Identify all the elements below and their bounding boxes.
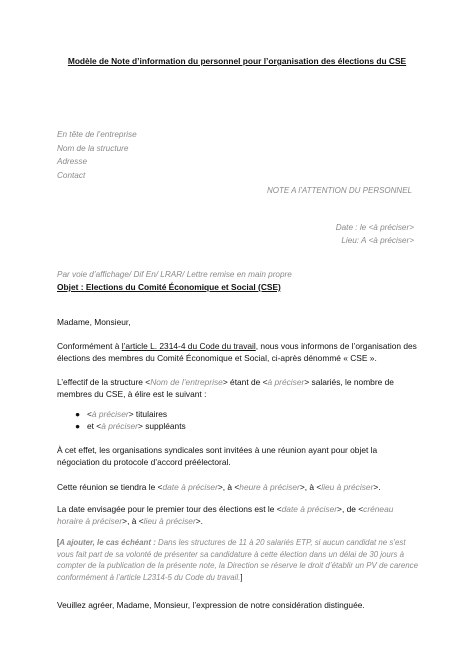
company-header-line: Adresse — [57, 157, 88, 166]
text-run: >. — [195, 516, 203, 527]
law-article-link[interactable]: l’article L. 2314-4 du Code du travail — [121, 341, 256, 351]
place-line: Lieu: A <à préciser> — [341, 235, 414, 245]
text-run: >, à < — [122, 516, 144, 527]
text-run: > titulaires — [128, 409, 168, 419]
members-list — [75, 408, 186, 433]
text-run: >, à < — [299, 482, 322, 492]
paragraph-negotiation: À cet effet, les organisations syndicales sont invitées à une réunion ayant pour objet la négociation du protocole d’accord préélectoral. — [57, 445, 378, 468]
text-run: >, à < — [217, 482, 240, 492]
delivery-mode: Par voie d’affichage/ Dif En/ LRAR/ Lettre remise en main propre — [57, 270, 292, 279]
text-run: < — [87, 409, 92, 419]
placeholder: date à préciser — [281, 504, 338, 514]
optional-clause-text: Dans les structures de 11 à 20 salariés ETP, si aucun candidat ne s’est vous fait part de sa volonté de présenter sa candidature à cette élection dans un délai de 30 jours à compter de la publication de la présente note, la Direction se réserve le droit d’établir un PV de carence conformément à l’article L2314-5 du Code du travail. — [57, 538, 418, 582]
attention-line: NOTE A l’ATTENTION DU PERSONNEL — [266, 186, 412, 195]
text-run: et < — [87, 421, 102, 432]
list-item — [75, 420, 186, 432]
greeting: Madame, Monsieur, — [57, 317, 131, 327]
list-item — [75, 408, 186, 420]
date-place-block — [336, 222, 414, 247]
closing-formula: Veuillez agréer, Madame, Monsieur, l’expression de notre considération distinguée. — [57, 600, 365, 610]
bracket-close: ] — [240, 572, 243, 582]
paragraph-headcount — [57, 376, 417, 401]
bracket-open: [ — [57, 538, 60, 547]
company-header-line: En tête de l’entreprise — [57, 130, 137, 139]
paragraph-legal-basis — [57, 340, 417, 365]
text-run: >. — [373, 482, 381, 492]
placeholder: à préciser — [91, 409, 129, 419]
placeholder: à préciser — [101, 421, 138, 432]
text-run: L’effectif de la structure < — [57, 377, 151, 387]
optional-clause — [57, 537, 419, 583]
text-run: , nous vous informons de l’organisation des élections des membres du Comité Économique et Social, ci-après dénommé « CSE ». — [57, 341, 417, 364]
placeholder: date à préciser — [162, 482, 218, 492]
placeholder: lieu à préciser — [321, 482, 374, 492]
text-run: Conformément à — [57, 341, 122, 351]
text-run: La date envisagée pour le premier tour des élections est le < — [57, 504, 282, 514]
placeholder: heure à préciser — [239, 482, 300, 492]
date-line: Date : le <à préciser> — [335, 223, 414, 232]
company-header-line: Contact — [57, 170, 86, 180]
text-run: > suppléants — [137, 421, 186, 432]
placeholder: créneau horaire à préciser — [57, 504, 394, 527]
paragraph-election-date — [57, 503, 417, 528]
placeholder: lieu à préciser — [143, 516, 196, 527]
text-run: > étant de < — [222, 377, 268, 387]
bullet-icon: ● — [75, 421, 81, 432]
bullet-icon: ● — [75, 409, 81, 419]
placeholder: à préciser — [267, 377, 305, 387]
paragraph-meeting — [57, 481, 417, 493]
subject-line: Objet : Elections du Comité Économique et Social (CSE) — [57, 282, 281, 292]
document-title: Modèle de Note d’information du personnel pour l’organisation des élections du CSE — [67, 56, 407, 66]
text-run: > salariés, le nombre de membres du CSE, à élire est le suivant : — [57, 377, 394, 400]
optional-clause-label: A ajouter, le cas échéant : — [59, 538, 156, 547]
company-header — [57, 128, 137, 182]
placeholder: Nom de l’entreprise — [150, 377, 223, 387]
text-run: Cette réunion se tiendra le < — [57, 482, 163, 492]
company-header-line: Nom de la structure — [57, 143, 129, 153]
text-run: >, de < — [337, 504, 364, 514]
